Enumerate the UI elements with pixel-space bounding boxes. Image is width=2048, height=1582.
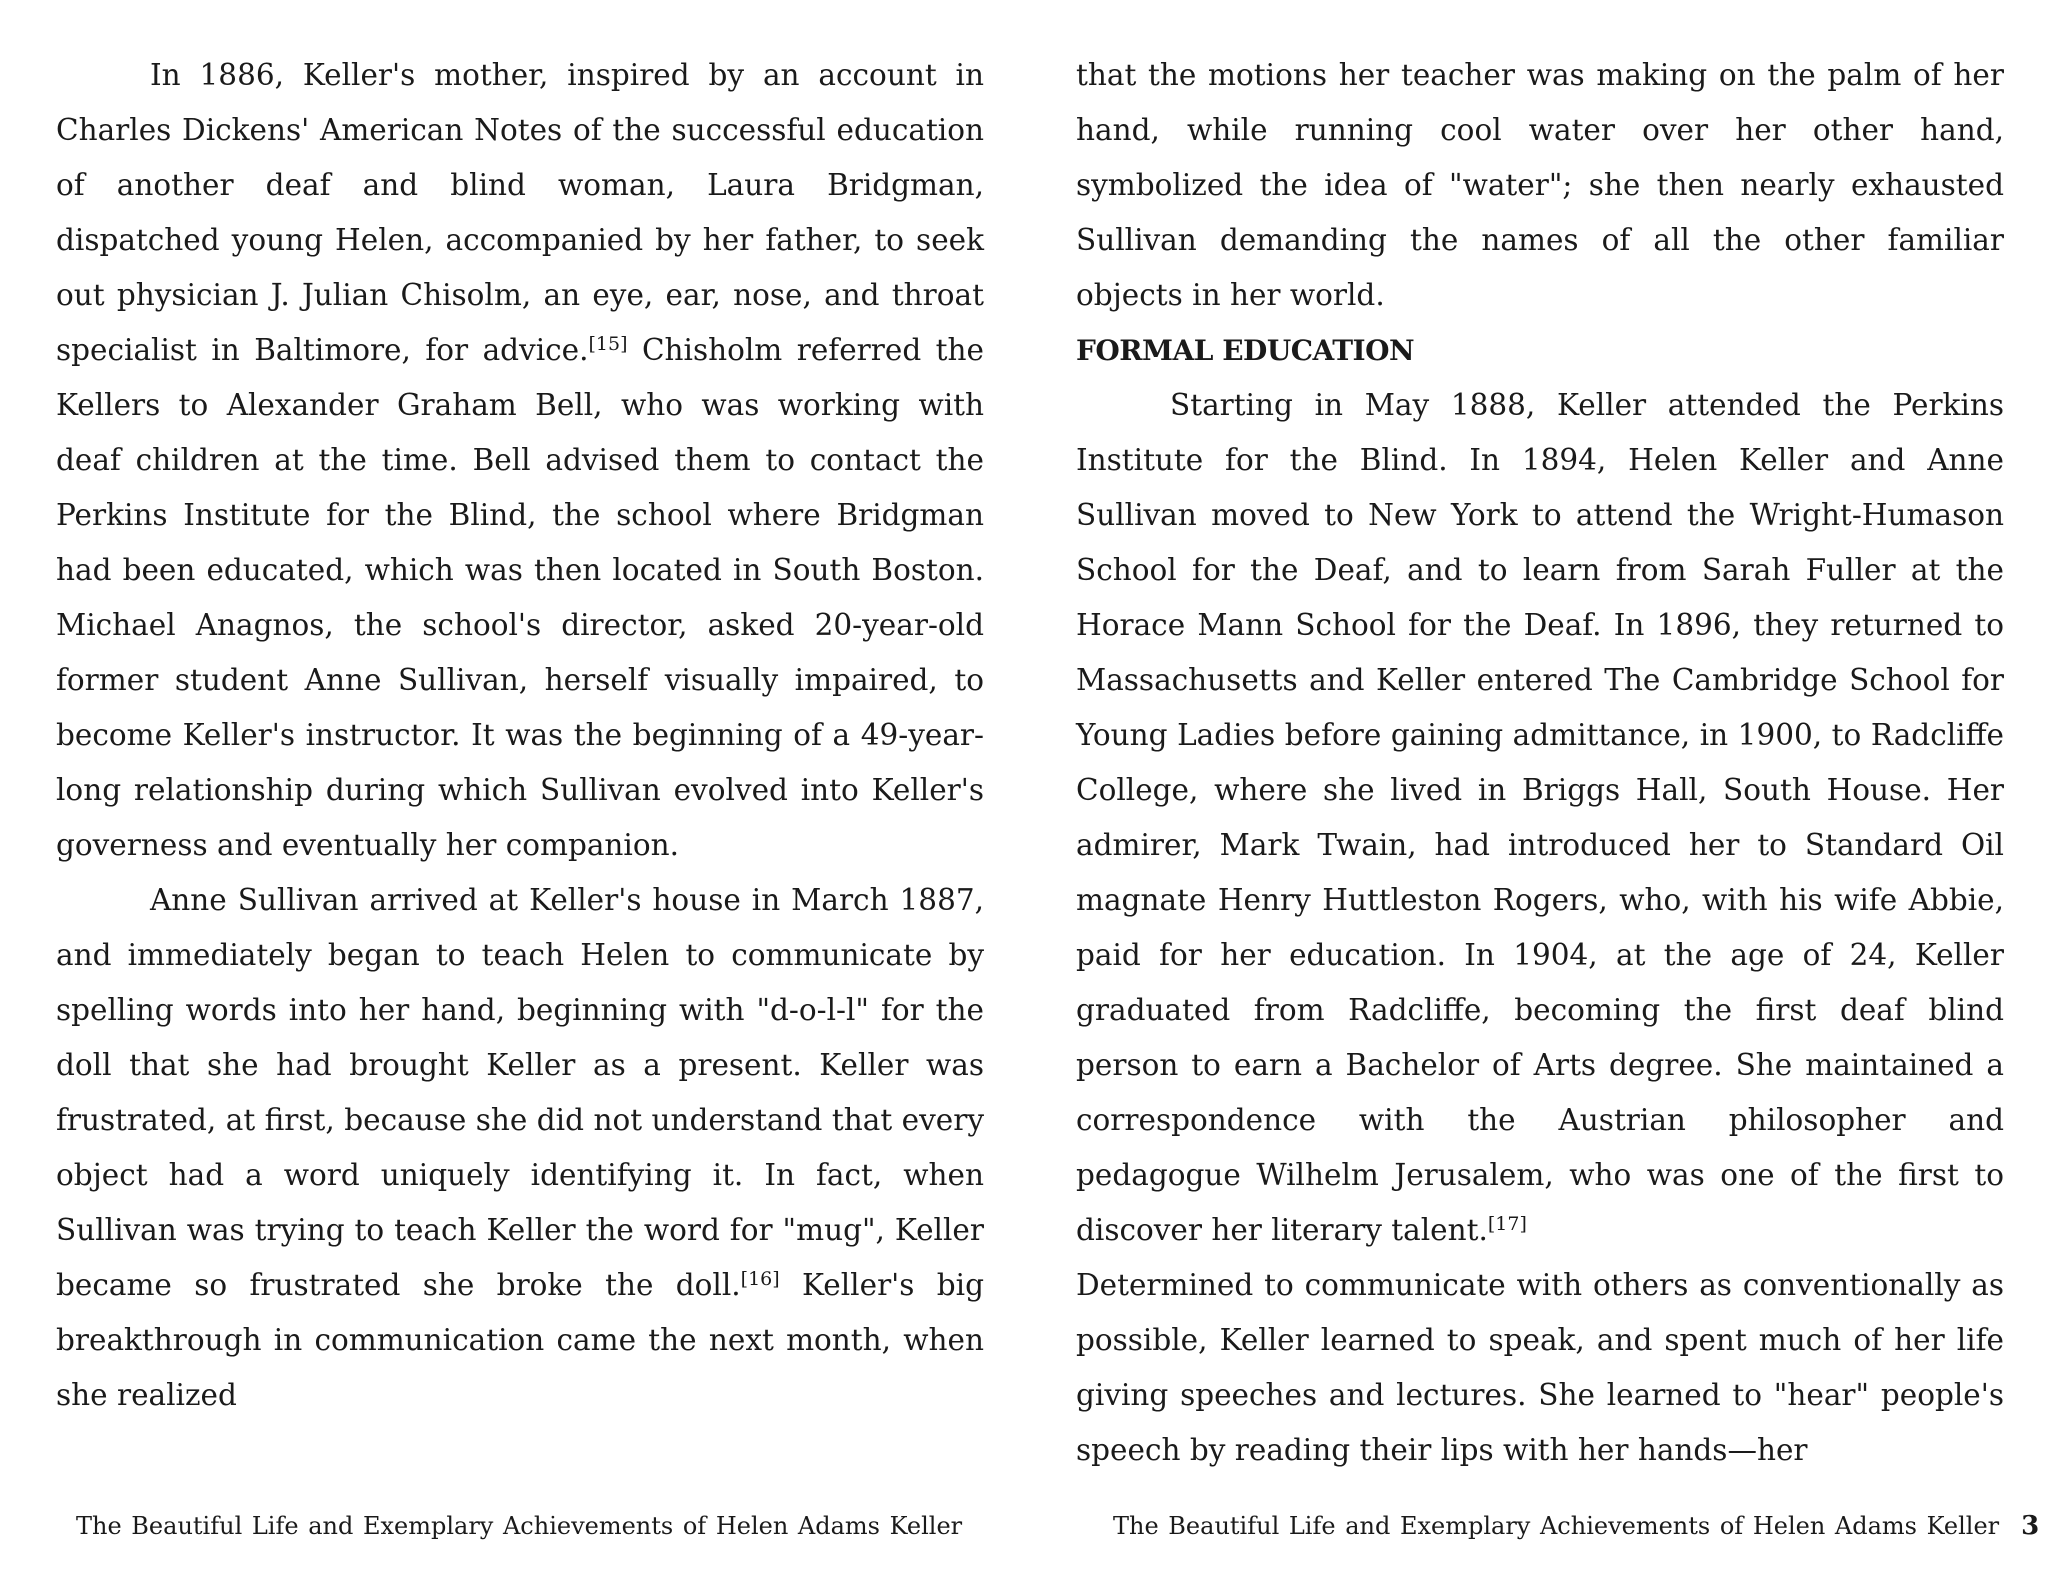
footnote-ref[interactable]: [16] xyxy=(740,1268,780,1290)
paragraph-text: Starting in May 1888, Keller attended the Perkins Institute for the Blind. In 1894, Helen Keller and Anne Sullivan moved to New York to attend the Wright-Humason School for the Deaf, and to learn from Sarah Fuller at the Horace Mann School for the Deaf. In 1896, they returned to Massachusetts and Keller entered The Cambridge School for Young Ladies before gaining admittance, in 1900, to Radcliffe College, where she lived in Briggs Hall, South House. Her admirer, Mark Twain, had introduced her to Standard Oil magnate Henry Huttleston Rogers, who, with his wife Abbie, paid for her education. In 1904, at the age of 24, Keller graduated from Radcliffe, becoming the first deaf blind person to earn a Bachelor of Arts degree. She maintained a correspondence with the Austrian philosopher and pedagogue Wilhelm Jerusalem, who was one of the first to discover her literary talent. xyxy=(1076,388,2004,1247)
section-heading: FORMAL EDUCATION xyxy=(1076,334,1415,367)
footnote-ref[interactable]: [17] xyxy=(1487,1213,1527,1235)
footer-title: The Beautiful Life and Exemplary Achievements of Helen Adams Keller xyxy=(76,1512,963,1540)
footnote-ref[interactable]: [15] xyxy=(588,333,628,355)
paragraph-text: Chisholm referred the Kellers to Alexander Graham Bell, who was working with deaf children at the time. Bell advised them to contact the Perkins Institute for the Blind, the school where Bridgman had been educated, which was then located in South Boston. Michael Anagnos, the school's director, asked 20-year-old former student Anne Sullivan, herself visually impaired, to become Keller's instructor. It was the beginning of a 49-year-long relationship during which Sullivan evolved into Keller's governess and eventually her companion. xyxy=(56,333,984,862)
paragraph-text: Anne Sullivan arrived at Keller's house in March 1887, and immediately began to teach Helen to communicate by spelling words into her hand, beginning with "d-o-l-l" for the doll that she had brought Keller as a present. Keller was frustrated, at first, because she did not understand that every object had a word uniquely identifying it. In fact, when Sullivan was trying to teach Keller the word for "mug", Keller became so frustrated she broke the doll. xyxy=(56,883,984,1302)
page-footer-left xyxy=(76,1510,962,1542)
left-column xyxy=(56,48,984,1423)
footer-title: The Beautiful Life and Exemplary Achievements of Helen Adams Keller xyxy=(1113,1512,2000,1540)
paragraph: Determined to communicate with others as conventionally as possible, Keller learned to speak, and spent much of her life giving speeches and lectures. She learned to "hear" people's speech by reading their lips with her hands—her xyxy=(1076,1268,2004,1467)
paragraph: that the motions her teacher was making on the palm of her hand, while running cool water over her other hand, symbolized the idea of "water"; she then nearly exhausted Sullivan demanding the names of all the other familiar objects in her world. xyxy=(1076,58,2004,312)
paragraph-text: In 1886, Keller's mother, inspired by an account in Charles Dickens' American Notes of the successful education of another deaf and blind woman, Laura Bridgman, dispatched young Helen, accompanied by her father, to seek out physician J. Julian Chisolm, an eye, ear, nose, and throat specialist in Baltimore, for advice. xyxy=(56,58,984,367)
paragraph xyxy=(56,48,984,873)
paragraph xyxy=(1076,378,2004,1258)
paragraph-text: Keller's big breakthrough in communication came the next month, when she realized xyxy=(56,1268,984,1412)
right-column xyxy=(1076,48,2004,1478)
page-number: 3 xyxy=(2021,1511,2040,1541)
page-footer-right xyxy=(1113,1510,2039,1542)
paragraph xyxy=(56,873,984,1423)
